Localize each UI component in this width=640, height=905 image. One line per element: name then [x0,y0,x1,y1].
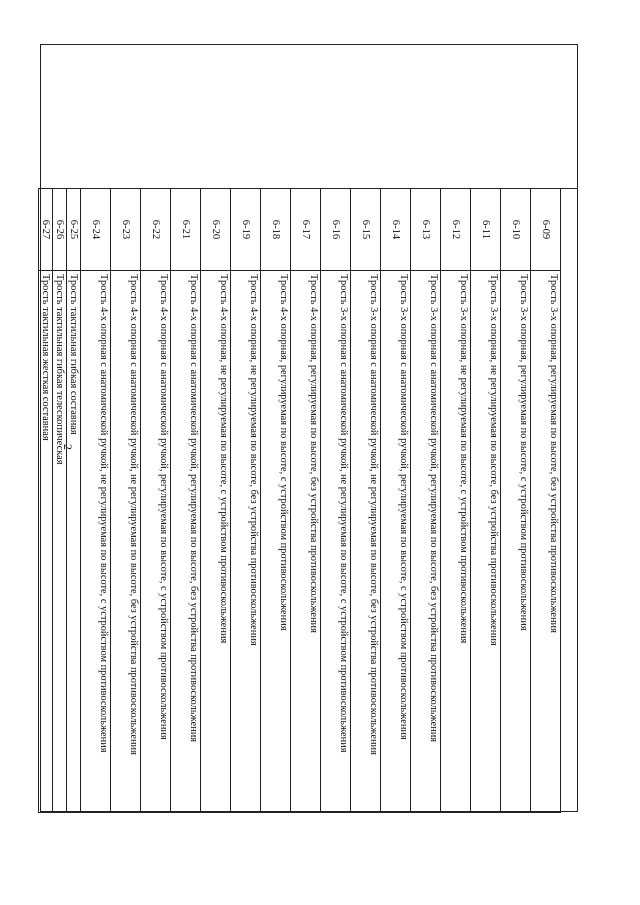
row-description: Трость 4-х опорная с анатомической ручкой, регулируемая по высоте, без устройства противоскольжения [171,271,201,813]
row-code: 6-17 [291,189,321,271]
row-description: Трость 3-х опорная, регулируемая по высоте, без устройства противоскольжения [531,271,561,813]
table-row [411,189,441,813]
row-code: 6-21 [171,189,201,271]
table-row [231,189,261,813]
row-code: 6-18 [261,189,291,271]
rotated-table-container [41,188,561,812]
row-code: 6-09 [531,189,561,271]
table-row [441,189,471,813]
row-description: Трость 4-х опорная с анатомической ручкой, регулируемая по высоте, с устройством противоскольжения [141,271,171,813]
row-code: 6-15 [351,189,381,271]
row-code: 6-25 [67,189,81,271]
row-code: 6-23 [111,189,141,271]
row-description: Трость тактильная жесткая составная [39,271,53,813]
row-code: 6-19 [231,189,261,271]
table-row [111,189,141,813]
row-code: 6-14 [381,189,411,271]
table-row [81,189,111,813]
row-description: Трость 4-х опорная, регулируемая по высоте, с устройством противоскольжения [261,271,291,813]
table-row [381,189,411,813]
row-description: Трость 4-х опорная, не регулируемая по высоте, без устройства противоскольжения [231,271,261,813]
row-code: 6-13 [411,189,441,271]
table-row [53,189,67,813]
table-row [321,189,351,813]
row-description: Трость тактильная гибкая телескопическая [53,271,67,813]
table-row [171,189,201,813]
page-number: 2 [61,444,75,450]
cane-classification-table [38,188,561,813]
row-description: Трость 3-х опорная, регулируемая по высоте, с устройством противоскольжения [501,271,531,813]
row-description: Трость 3-х опорная, не регулируемая по высоте, без устройства противоскольжения [471,271,501,813]
table-row [39,189,53,813]
row-code: 6-12 [441,189,471,271]
table-row [351,189,381,813]
row-description: Трость 4-х опорная, регулируемая по высоте, без устройства противоскольжения [291,271,321,813]
table-row [531,189,561,813]
row-code: 6-16 [321,189,351,271]
row-description: Трость 3-х опорная с анатомической ручкой, регулируемая по высоте, без устройства противоскольжения [411,271,441,813]
table-row [201,189,231,813]
row-description: Трость 3-х опорная с анатомической ручкой, регулируемая по высоте, с устройством противоскольжения [381,271,411,813]
row-code: 6-22 [141,189,171,271]
row-description: Трость 3-х опорная с анатомической ручкой, не регулируемая по высоте, без устройства противоскольжения [351,271,381,813]
row-description: Трость тактильная гибкая составная [67,271,81,813]
row-description: Трость 4-х опорная, не регулируемая по высоте, с устройством противоскольжения [201,271,231,813]
row-code: 6-10 [501,189,531,271]
row-description: Трость 4-х опорная с анатомической ручкой, не регулируемая по высоте, с устройством противоскольжения [81,271,111,813]
table-row [501,189,531,813]
table-row [261,189,291,813]
row-code: 6-26 [53,189,67,271]
table-row [141,189,171,813]
row-description: Трость 3-х опорная с анатомической ручкой, не регулируемая по высоте, с устройством противоскольжения [321,271,351,813]
table-row [291,189,321,813]
row-description: Трость 4-х опорная с анатомической ручкой, не регулируемая по высоте, без устройства противоскольжения [111,271,141,813]
row-code: 6-20 [201,189,231,271]
row-code: 6-27 [39,189,53,271]
row-description: Трость 3-х опорная, не регулируемая по высоте, с устройством противоскольжения [441,271,471,813]
row-code: 6-24 [81,189,111,271]
table-row [67,189,81,813]
row-code: 6-11 [471,189,501,271]
table-row [471,189,501,813]
